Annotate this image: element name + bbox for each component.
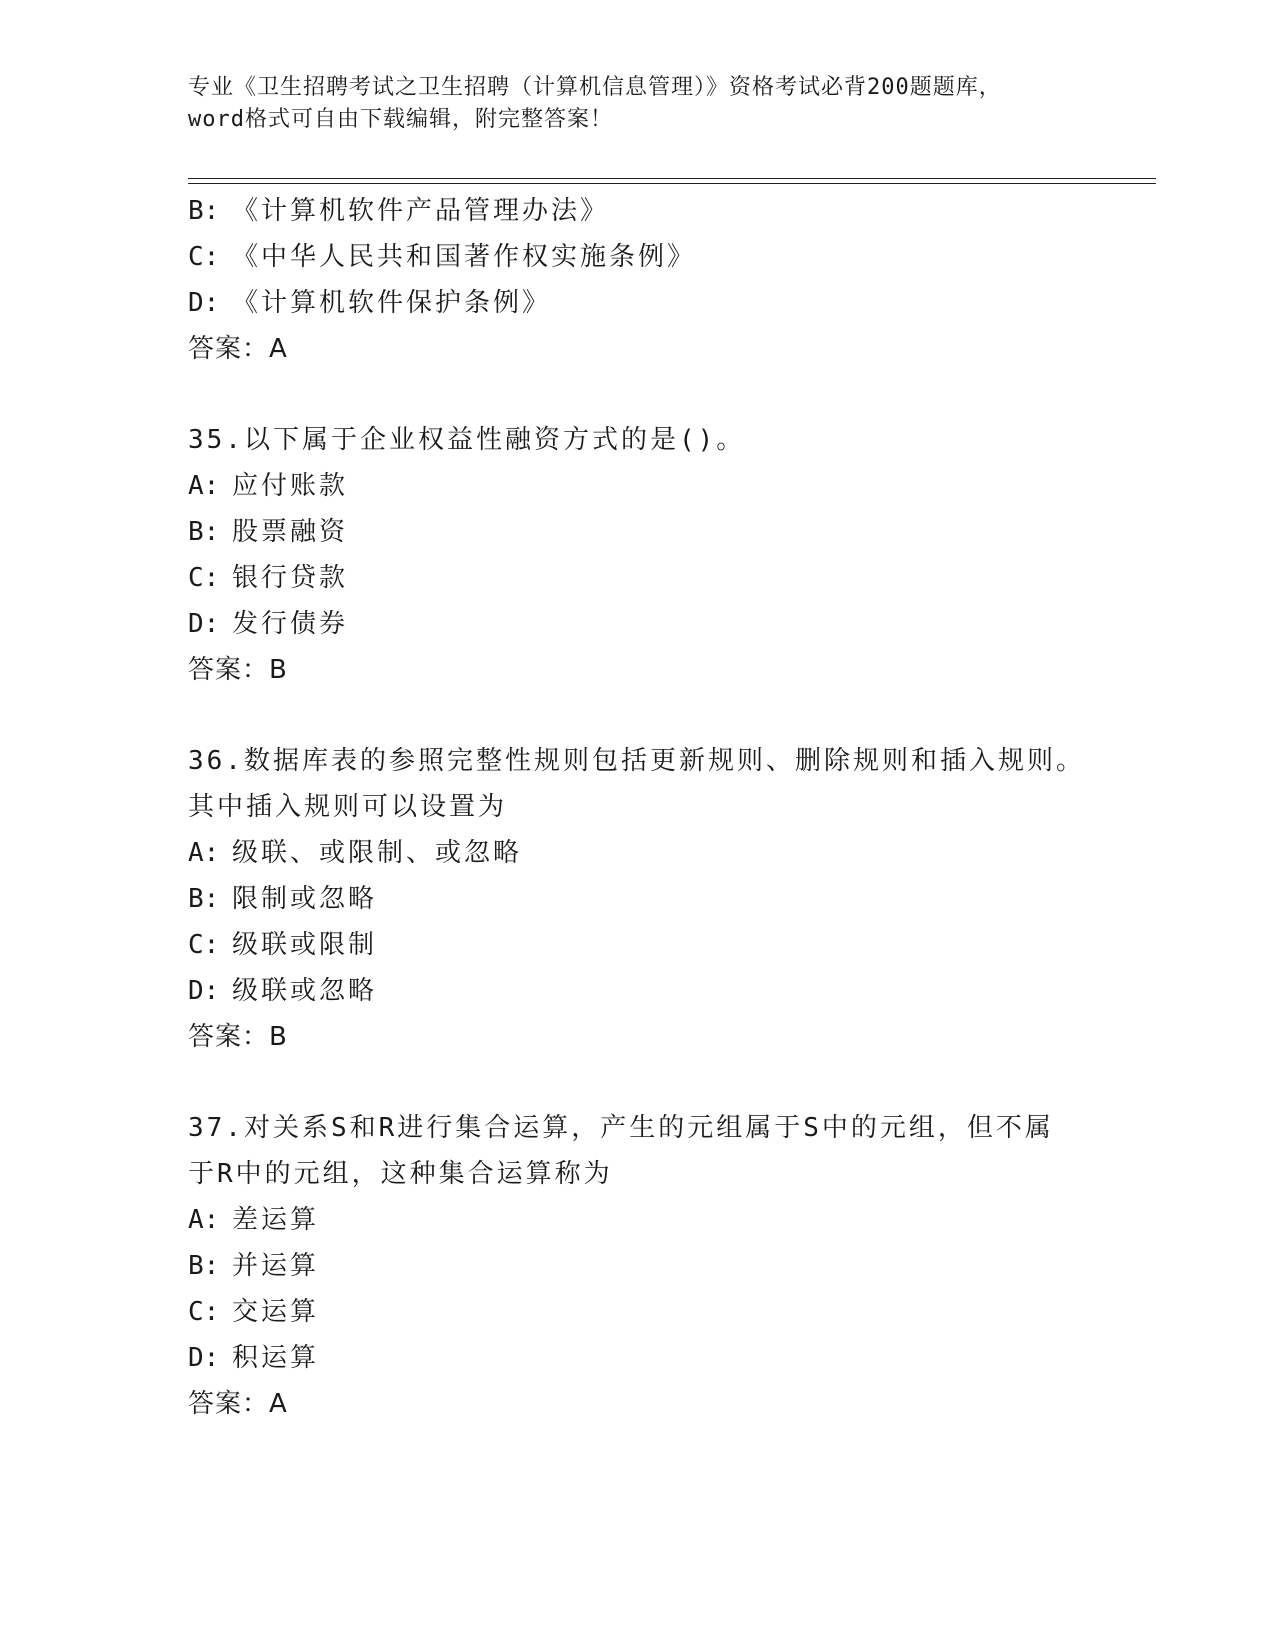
header-divider-top [188, 178, 1156, 179]
option-c [188, 555, 1088, 601]
document-header [188, 72, 1088, 136]
option-key: B: [188, 884, 220, 914]
question-34 [188, 188, 1088, 372]
option-key: C: [188, 1297, 220, 1327]
option-key: D: [188, 288, 220, 318]
option-a [188, 463, 1088, 509]
question-list [188, 188, 1088, 1427]
header-divider-bottom [188, 183, 1156, 184]
option-key: B: [188, 1251, 220, 1281]
option-text: 《计算机软件产品管理办法》 [232, 196, 610, 226]
option-text: 应付账款 [232, 471, 349, 501]
question-stem: 35.以下属于企业权益性融资方式的是()。 [188, 425, 746, 455]
option-b [188, 1243, 1088, 1289]
option-text: 交运算 [232, 1297, 320, 1327]
option-b [188, 509, 1088, 555]
option-text: 并运算 [232, 1251, 320, 1281]
question-gap [188, 693, 1088, 738]
option-b [188, 188, 1088, 234]
question-gap [188, 1060, 1088, 1105]
question-37 [188, 1105, 1088, 1427]
answer-line: 答案：B [188, 1022, 288, 1052]
question-stem-continued: 其中插入规则可以设置为 [188, 792, 508, 822]
question-stem: 36.数据库表的参照完整性规则包括更新规则、删除规则和插入规则。 [188, 746, 1085, 776]
option-text: 级联或限制 [232, 930, 378, 960]
question-gap [188, 372, 1088, 417]
question-stem: 37.对关系S和R进行集合运算，产生的元组属于S中的元组，但不属 [188, 1113, 1054, 1143]
option-key: A: [188, 471, 220, 501]
option-text: 差运算 [232, 1205, 320, 1235]
header-title-line-1: 专业《卫生招聘考试之卫生招聘（计算机信息管理）》资格考试必背200题题库， [188, 75, 1002, 100]
option-text: 发行债券 [232, 609, 349, 639]
option-key: C: [188, 563, 220, 593]
option-text: 股票融资 [232, 517, 349, 547]
header-title-line-2: word格式可自由下载编辑，附完整答案！ [188, 107, 613, 132]
question-35 [188, 417, 1088, 693]
option-key: A: [188, 1205, 220, 1235]
option-c [188, 922, 1088, 968]
option-d [188, 1335, 1088, 1381]
option-c [188, 1289, 1088, 1335]
option-text: 限制或忽略 [232, 884, 378, 914]
option-d [188, 601, 1088, 647]
option-b [188, 876, 1088, 922]
option-key: D: [188, 609, 220, 639]
option-key: B: [188, 517, 220, 547]
option-d [188, 280, 1088, 326]
option-a [188, 1197, 1088, 1243]
option-text: 级联、或限制、或忽略 [232, 838, 523, 868]
option-text: 银行贷款 [232, 563, 349, 593]
option-c [188, 234, 1088, 280]
option-d [188, 968, 1088, 1014]
option-key: B: [188, 196, 220, 226]
option-text: 《计算机软件保护条例》 [232, 288, 552, 318]
option-a [188, 830, 1088, 876]
answer-line: 答案：A [188, 1389, 288, 1419]
option-key: D: [188, 976, 220, 1006]
option-text: 《中华人民共和国著作权实施条例》 [232, 242, 697, 272]
answer-line: 答案：B [188, 655, 288, 685]
question-stem-continued: 于R中的元组，这种集合运算称为 [188, 1159, 613, 1189]
answer-line: 答案：A [188, 334, 288, 364]
option-key: C: [188, 930, 220, 960]
option-text: 级联或忽略 [232, 976, 378, 1006]
option-key: C: [188, 242, 220, 272]
question-36 [188, 738, 1088, 1060]
option-text: 积运算 [232, 1343, 320, 1373]
option-key: D: [188, 1343, 220, 1373]
option-key: A: [188, 838, 220, 868]
